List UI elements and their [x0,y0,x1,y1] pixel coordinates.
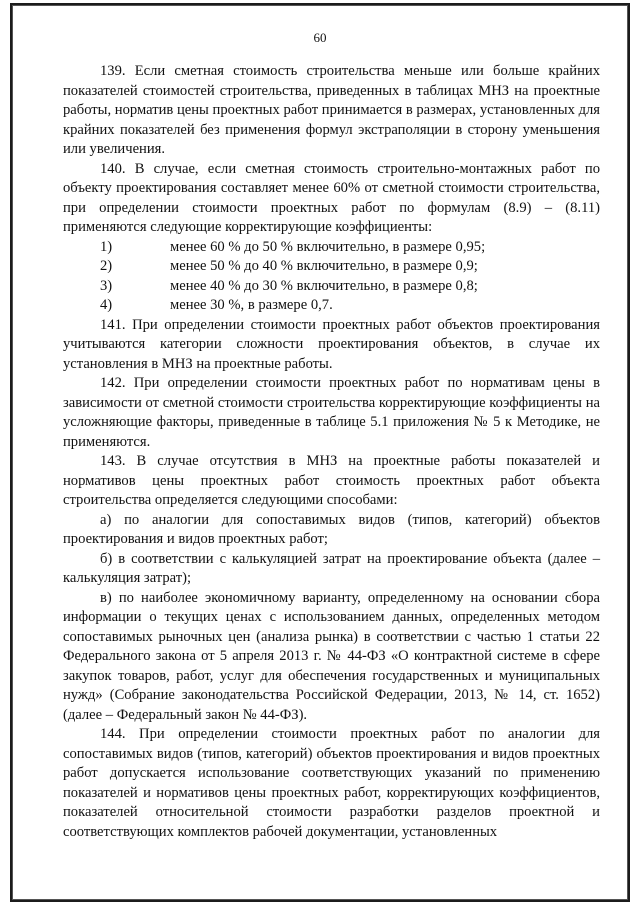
list-item-text: менее 50 % до 40 % включительно, в размере 0,9; [170,258,478,274]
document-body [63,62,600,842]
paragraph-144: 144. При определении стоимости проектных работ по аналогии для сопоставимых видов (типов, категорий) объектов проектирования и видов проектных работ допускается использование соответствующих указаний по применению показателей и нормативов цены проектных работ, корректирующих коэффициентов, показателей относительной стоимости разработки разделов проектной и соответствующих комплектов рабочей документации, установленных [63,726,600,840]
list-item [63,296,600,316]
list-item-text: менее 30 %, в размере 0,7. [170,297,333,313]
list-item-text: менее 60 % до 50 % включительно, в размере 0,95; [170,238,486,255]
paragraph-143-b: б) в соответствии с калькуляцией затрат на проектирование объекта (далее – калькуляция затрат); [63,550,600,586]
paragraph-142: 142. При определении стоимости проектных работ по нормативам цены в зависимости от сметной стоимости строительства корректирующие коэффициенты на усложняющие факторы, приведенные в таблице 5.1 приложения № 5 к Методике, не применяются. [63,375,600,450]
list-item-number: 4) [100,297,113,313]
list-item-number: 1) [100,238,113,255]
list-item [63,277,600,297]
paragraph-143-c: в) по наиболее экономичному варианту, определенному на основании сбора информации о текущих ценах с использованием данных, определенных методом сопоставимых рыночных цен (анализа рынка) в соответствии с частью 1 статьи 22 Федерального закона от 5 апреля 2013 г. № 44-ФЗ «О контрактной системе в сфере закупок товаров, работ, услуг для обеспечения государственных и муниципальных нужд» (Собрание законодательства Российской Федерации, 2013, № 14, ст. 1652) (далее – Федеральный закон № 44-ФЗ). [63,589,600,723]
list-item [63,257,600,277]
paragraph-143-a: а) по аналогии для сопоставимых видов (типов, категорий) объектов проектирования и видов проектных работ; [63,511,600,547]
page-number: 60 [313,30,327,45]
paragraph-139: 139. Если сметная стоимость строительства меньше или больше крайних показателей стоимостей строительства, приведенных в таблицах МНЗ на проектные работы, норматив цены проектных работ принимается в размерах, установленных для крайних показателей без применения формул экстраполяции в сторону уменьшения или увеличения. [63,63,600,157]
list-item [63,238,600,258]
list-item-number: 2) [100,258,113,274]
paragraph-141: 141. При определении стоимости проектных работ объектов проектирования учитываются категории сложности проектирования объектов, в случае их установления в МНЗ на проектные работы. [63,316,600,372]
list-item-number: 3) [100,277,113,294]
list-item-text: менее 40 % до 30 % включительно, в размере 0,8; [170,277,478,294]
paragraph-140: 140. В случае, если сметная стоимость строительно-монтажных работ по объекту проектирования составляет менее 60% от сметной стоимости строительства, при определении стоимости проектных работ по формулам (8.9) – (8.11) применяются следующие корректирующие коэффициенты: [63,160,600,235]
paragraph-143: 143. В случае отсутствия в МНЗ на проектные работы показателей и нормативов цены проектных работ стоимость проектных работ объекта строительства определяется следующими способами: [63,453,600,508]
